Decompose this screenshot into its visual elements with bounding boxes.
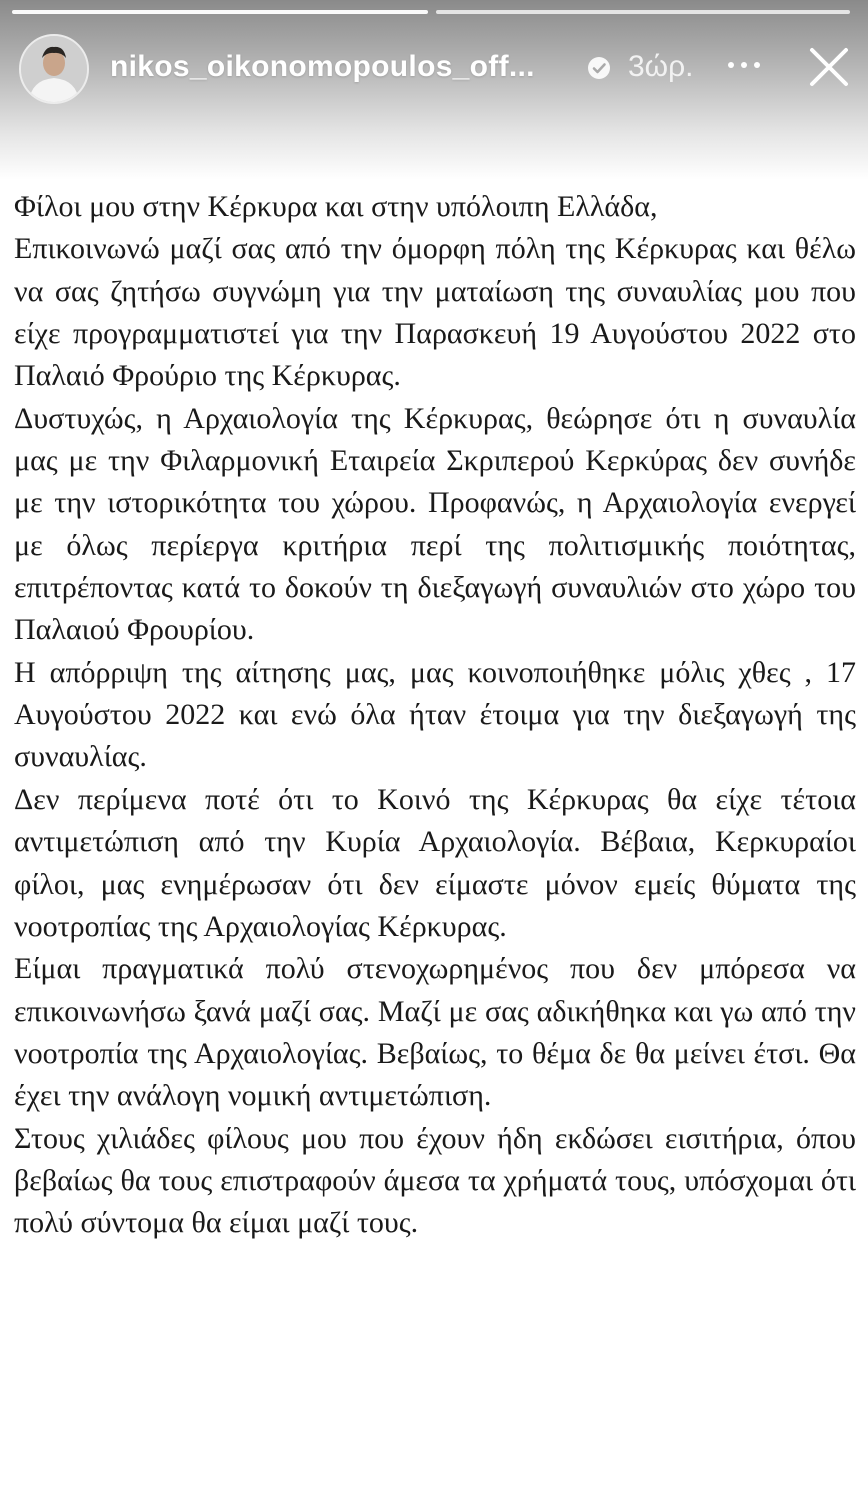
paragraph-disappointment: Είμαι πραγματικά πολύ στενοχωρημένος που δεν μπόρεσα να επικοινωνήσω ξανά μαζί σας. Μαζί με σας αδικήθηκα και γω από την νοοτροπία της Αρχαιολογίας. Βεβαίως, το θέμα δε θα μείνει έτσι. Θα έχει την ανάλογη νομική αντιμετώπιση. [14, 952, 856, 1113]
paragraph-expectation: Δεν περίμενα ποτέ ότι το Κοινό της Κέρκυρας θα είχε τέτοια αντιμετώπιση από την Κυρία Αρχαιολογία. Βέβαια, Κερκυραίοι φίλοι, μας ενημέρωσαν ότι δεν είμαστε μόνον εμείς θύματα της νοοτροπίας της Αρχαιολογίας Κέρκυρας. [14, 782, 856, 943]
paragraph-apology: Επικοινωνώ μαζί σας από την όμορφη πόλη της Κέρκυρας και θέλω να σας ζητήσω συγνώμη για την ματαίωση της συναυλίας μου που είχε προγραμματιστεί για την Παρασκευή 19 Αυγούστου 2022 στο Παλαιό Φρούριο της Κέρκυρας. [14, 232, 856, 393]
more-options-icon[interactable] [724, 58, 764, 72]
paragraph-tickets: Στους χιλιάδες φίλους μου που έχουν ήδη εκδώσει εισιτήρια, όπου βεβαίως θα τους επιστραφούν άμεσα τα χρήματά τους, υπόσχομαι ότι πολύ σύντομα θα είμαι μαζί τους. [14, 1121, 856, 1240]
close-icon[interactable] [806, 44, 852, 90]
post-text [14, 186, 856, 1245]
verified-badge-icon [586, 55, 612, 81]
paragraph-greeting: Φίλοι μου στην Κέρκυρα και στην υπόλοιπη Ελλάδα, [14, 190, 658, 223]
paragraph-rejection: Η απόρριψη της αίτησης μας, μας κοινοποιήθηκε μόλις χθες , 17 Αυγούστου 2022 και ενώ όλα ήταν έτοιμα για την διεξαγωγή της συναυλίας. [14, 655, 856, 774]
story-header [0, 0, 868, 180]
avatar[interactable] [19, 34, 89, 104]
story-progress-bar-1 [12, 10, 428, 14]
story-progress-bar-2 [436, 10, 850, 14]
username[interactable]: nikos_oikonomopoulos_off... [110, 50, 535, 83]
avatar-photo [21, 36, 87, 102]
paragraph-archaeology: Δυστυχώς, η Αρχαιολογία της Κέρκυρας, θεώρησε ότι η συναυλία μας με την Φιλαρμονική Εταιρεία Σκριπερού Κερκύρας δεν συνήδε με την ιστορικότητα του χώρου. Προφανώς, η Αρχαιολογία ενεργεί με όλως περίεργα κριτήρια περί της πολιτισμικής ποιότητας, επιτρέποντας κατά το δοκούν τη διεξαγωγή συναυλιών στο χώρο του Παλαιού Φρουρίου. [14, 401, 856, 647]
post-timestamp: 3ώρ. [628, 50, 694, 83]
